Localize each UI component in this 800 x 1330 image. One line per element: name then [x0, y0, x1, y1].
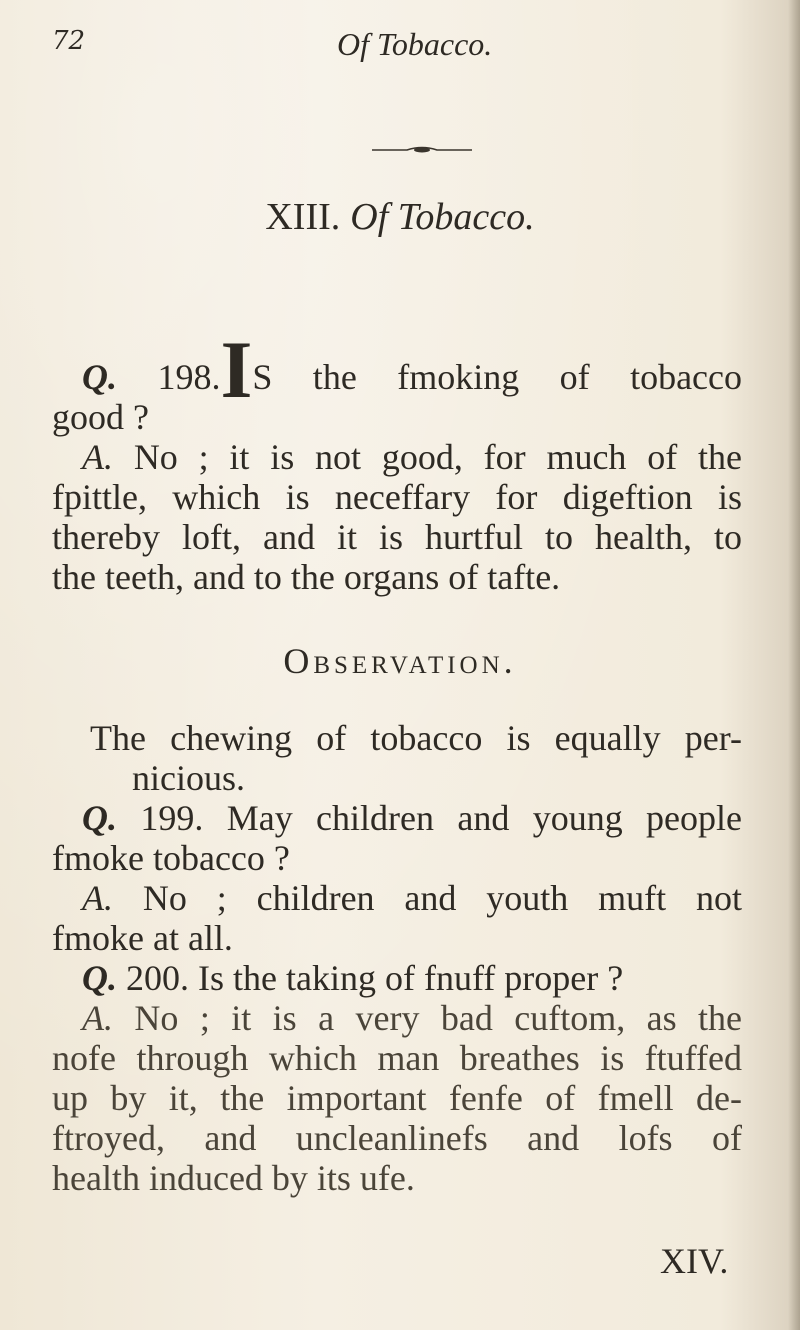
- running-head-title: Of Tobacco.: [337, 26, 493, 62]
- question-198-line-2: good ?: [52, 397, 149, 437]
- answer-marker: A.: [82, 437, 113, 477]
- drop-initial: I: [220, 324, 253, 415]
- question-199-line-2: fmoke tobacco ?: [52, 838, 290, 878]
- answer-marker: A.: [82, 998, 113, 1038]
- question-marker: Q.: [82, 798, 117, 838]
- ornament-rule: [372, 145, 472, 155]
- question-number: 198.: [157, 357, 221, 397]
- question-200-text: 200. Is the taking of fnuff proper ?: [126, 958, 624, 998]
- question-199-text: 199. May children and young people: [140, 798, 743, 838]
- chapter-title: [0, 195, 800, 239]
- answer-200-line-3: up by it, the important fenfe of fmell de-: [52, 1078, 742, 1118]
- answer-198-line-3: thereby loft, and it is hurtful to health, to: [52, 517, 742, 557]
- answer-200-line-1: [52, 998, 742, 1038]
- observation-line-2: nicious.: [132, 758, 245, 798]
- question-199-line-1: [52, 798, 742, 838]
- answer-199-line-1: [52, 878, 742, 918]
- answer-marker: A.: [82, 878, 113, 918]
- answer-199-line-2: fmoke at all.: [52, 918, 233, 958]
- chapter-number: XIII.: [265, 196, 341, 238]
- answer-198-line-4: the teeth, and to the organs of tafte.: [52, 557, 561, 597]
- answer-200-line-4: ftroyed, and uncleanlinefs and lofs of: [52, 1118, 742, 1158]
- question-marker: Q.: [82, 958, 117, 998]
- page-number: 72: [52, 26, 86, 56]
- question-198-block: [52, 324, 743, 597]
- observation-line-1: The chewing of tobacco is equally per-: [90, 718, 742, 758]
- question-198-line-1: [52, 324, 743, 415]
- answer-200-line-2: nofe through which man breathes is ftuffed: [52, 1038, 742, 1078]
- catchword: XIV.: [660, 1241, 729, 1281]
- observation-heading: Observation.: [283, 641, 517, 681]
- answer-198-text-1: No ; it is not good, for much of the: [133, 437, 742, 477]
- question-198-text: S the fmoking of tobacco: [252, 357, 743, 397]
- answer-200-text: No ; it is a very bad cuftom, as the: [134, 998, 742, 1038]
- answer-199-text: No ; children and youth muft not: [142, 878, 742, 918]
- answer-198-line-2: fpittle, which is neceffary for digeftion is: [52, 477, 742, 517]
- answer-200-line-5: health induced by its ufe.: [52, 1158, 415, 1198]
- answer-198-line-1: [52, 437, 742, 477]
- observation-block: [52, 718, 742, 1198]
- chapter-name: Of Tobacco.: [350, 196, 535, 238]
- question-200-line-1: [52, 958, 742, 998]
- question-marker: Q.: [82, 357, 117, 397]
